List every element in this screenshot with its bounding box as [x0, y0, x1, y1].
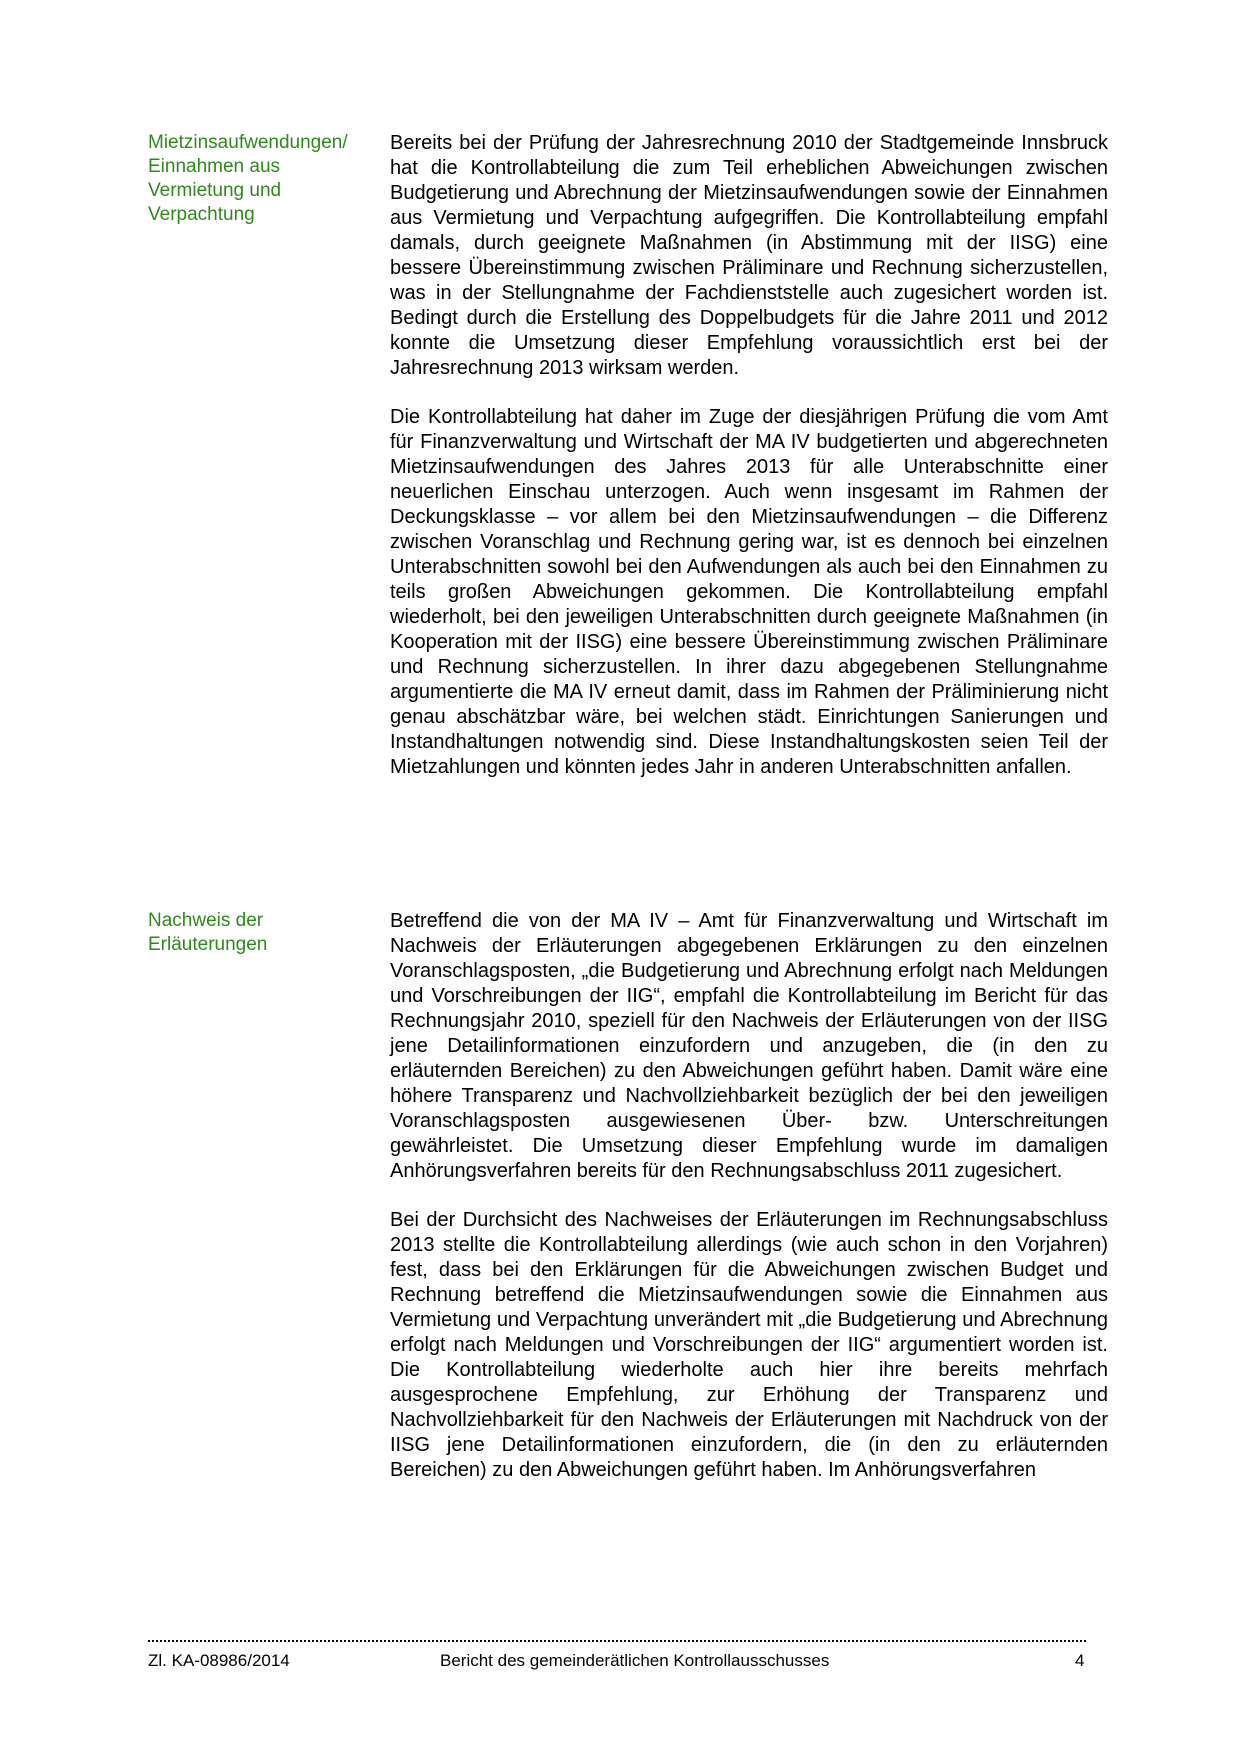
- paragraph: Betreffend die von der MA IV – Amt für Finanzverwaltung und Wirtschaft im Nachweis der Erläuterungen abgegebenen Erklärungen zu den einzelnen Voranschlagsposten, „die Budgetierung und Abrechnung erfolgt nach Meldungen und Vorschreibungen der IIG“, empfahl die Kontrollabteilung im Bericht für das Rechnungsjahr 2010, speziell für den Nachweis der Erläuterungen von der IISG jene Detailinformationen einzufordern und anzugeben, die (in den zu erläuternden Bereichen) zu den Abweichungen geführt haben. Damit wäre eine höhere Transparenz und Nachvollziehbarkeit bezüglich der bei den jeweiligen Voranschlagsposten ausgewiesenen Über- bzw. Unterschreitungen gewährleistet. Die Umsetzung dieser Empfehlung wurde im damaligen Anhörungsverfahren bereits für den Rechnungsabschluss 2011 zugesichert.: [390, 910, 1108, 1182]
- page-number: 4: [1075, 1651, 1085, 1670]
- side-heading: [148, 909, 378, 957]
- footer-reference: Zl. KA-08986/2014: [148, 1651, 290, 1670]
- paragraph: Bei der Durchsicht des Nachweises der Erläuterungen im Rechnungsabschluss 2013 stellte die Kontrollabteilung allerdings (wie auch schon in den Vorjahren) fest, dass bei den Erklärungen für die Abweichungen zwischen Budget und Rechnung betreffend die Mietzinsaufwendungen sowie die Einnahmen aus Vermietung und Verpachtung unverändert mit „die Budgetierung und Abrechnung erfolgt nach Meldungen und Vorschreibungen der IIG“ argumentiert worden ist. Die Kontrollabteilung wiederholte auch hier ihre bereits mehrfach ausgesprochene Empfehlung, zur Erhöhung der Transparenz und Nachvollziehbarkeit für den Nachweis der Erläuterungen mit Nachdruck von der IISG jene Detailinformationen einzufordern, die (in den zu erläuternden Bereichen) zu den Abweichungen geführt haben. Im Anhörungsverfahren: [390, 1209, 1108, 1481]
- footer-divider: [148, 1640, 1086, 1642]
- side-heading-line: Verpachtung: [148, 204, 255, 225]
- section-body: [390, 909, 1108, 1507]
- paragraph: Bereits bei der Prüfung der Jahresrechnung 2010 der Stadtgemeinde Innsbruck hat die Kontrollabteilung die zum Teil erheblichen Abweichungen zwischen Budgetierung und Abrechnung der Mietzinsaufwendungen sowie der Einnahmen aus Vermietung und Verpachtung aufgegriffen. Die Kontrollabteilung empfahl damals, durch geeignete Maßnahmen (in Abstimmung mit der IISG) eine bessere Übereinstimmung zwischen Präliminare und Rechnung sicherzustellen, was in der Stellungnahme der Fachdienststelle auch zugesichert worden ist. Bedingt durch die Erstellung des Doppelbudgets für die Jahre 2011 und 2012 konnte die Umsetzung dieser Empfehlung voraussichtlich erst bei der Jahresrechnung 2013 wirksam werden.: [390, 132, 1108, 379]
- side-heading: [148, 131, 378, 227]
- footer-title: Bericht des gemeinderätlichen Kontrollausschusses: [440, 1651, 830, 1670]
- side-heading-line: Vermietung und: [148, 180, 282, 201]
- side-heading-line: Mietzinsaufwendungen/: [148, 132, 348, 153]
- side-heading-line: Nachweis der: [148, 910, 264, 931]
- section-body: [390, 131, 1108, 804]
- paragraph: Die Kontrollabteilung hat daher im Zuge der diesjährigen Prüfung die vom Amt für Finanzverwaltung und Wirtschaft der MA IV budgetierten und abgerechneten Mietzinsaufwendungen des Jahres 2013 für alle Unterabschnitte einer neuerlichen Einschau unterzogen. Auch wenn insgesamt im Rahmen der Deckungsklasse – vor allem bei den Mietzinsaufwendungen – die Differenz zwischen Voranschlag und Rechnung gering war, ist es dennoch bei einzelnen Unterabschnitten sowohl bei den Aufwendungen als auch bei den Einnahmen zu teils großen Abweichungen gekommen. Die Kontrollabteilung empfahl wiederholt, bei den jeweiligen Unterabschnitten durch geeignete Maßnahmen (in Kooperation mit der IISG) eine bessere Übereinstimmung zwischen Präliminare und Rechnung sicherzustellen. In ihrer dazu abgegebenen Stellungnahme argumentierte die MA IV erneut damit, dass im Rahmen der Präliminierung nicht genau abschätzbar wäre, bei welchen städt. Einrichtungen Sanierungen und Instandhaltungen notwendig sind. Diese Instandhaltungskosten seien Teil der Mietzahlungen und könnten jedes Jahr in anderen Unterabschnitten anfallen.: [390, 406, 1108, 778]
- side-heading-line: Erläuterungen: [148, 934, 268, 955]
- side-heading-line: Einnahmen aus: [148, 156, 281, 177]
